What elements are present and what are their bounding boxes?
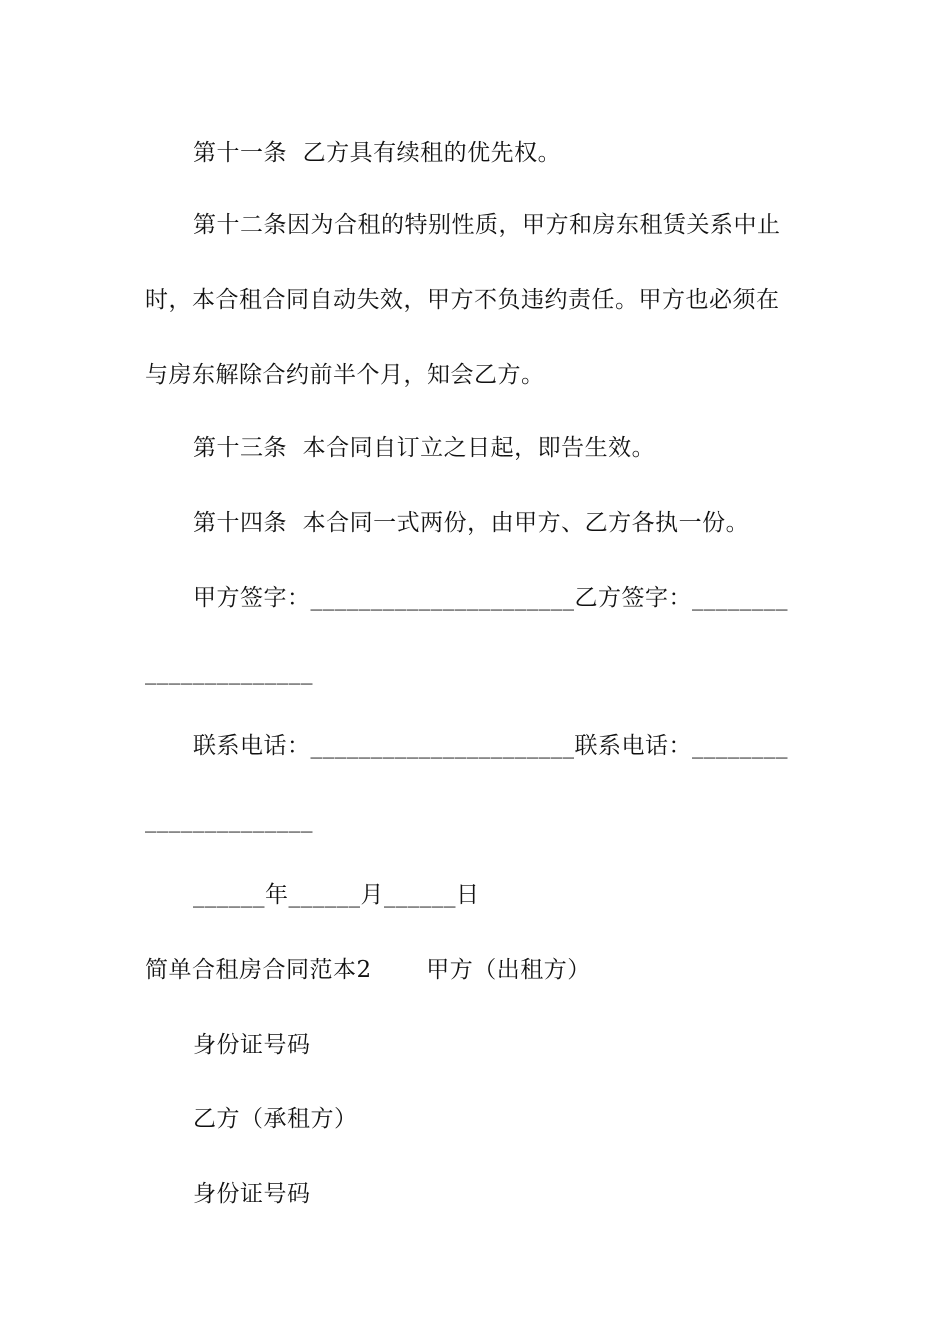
phone-line: 联系电话：______________________联系电话：________ <box>193 733 788 759</box>
clause-12-line-1: 第十二条因为合租的特别性质，甲方和房东租赁关系中止 <box>193 212 781 238</box>
clause-13: 第十三条 本合同自订立之日起，即告生效。 <box>193 435 656 461</box>
date-line: ______年______月______日 <box>193 882 480 908</box>
template-2-heading: 简单合租房合同范本2 甲方（出租方） <box>145 957 591 983</box>
signature-line-continuation: ______________ <box>145 659 313 685</box>
clause-12-line-2: 时，本合租合同自动失效，甲方不负违约责任。甲方也必须在 <box>145 287 780 313</box>
tenant-label: 乙方（承租方） <box>193 1106 358 1132</box>
signature-line: 甲方签字：______________________乙方签字：________ <box>193 585 788 611</box>
tenant-id-label: 身份证号码 <box>193 1181 311 1207</box>
phone-line-continuation: ______________ <box>145 807 313 833</box>
landlord-id-label: 身份证号码 <box>193 1032 311 1058</box>
clause-11: 第十一条 乙方具有续租的优先权。 <box>193 140 562 166</box>
clause-14: 第十四条 本合同一式两份，由甲方、乙方各执一份。 <box>193 510 750 536</box>
clause-12-line-3: 与房东解除合约前半个月，知会乙方。 <box>145 362 545 388</box>
